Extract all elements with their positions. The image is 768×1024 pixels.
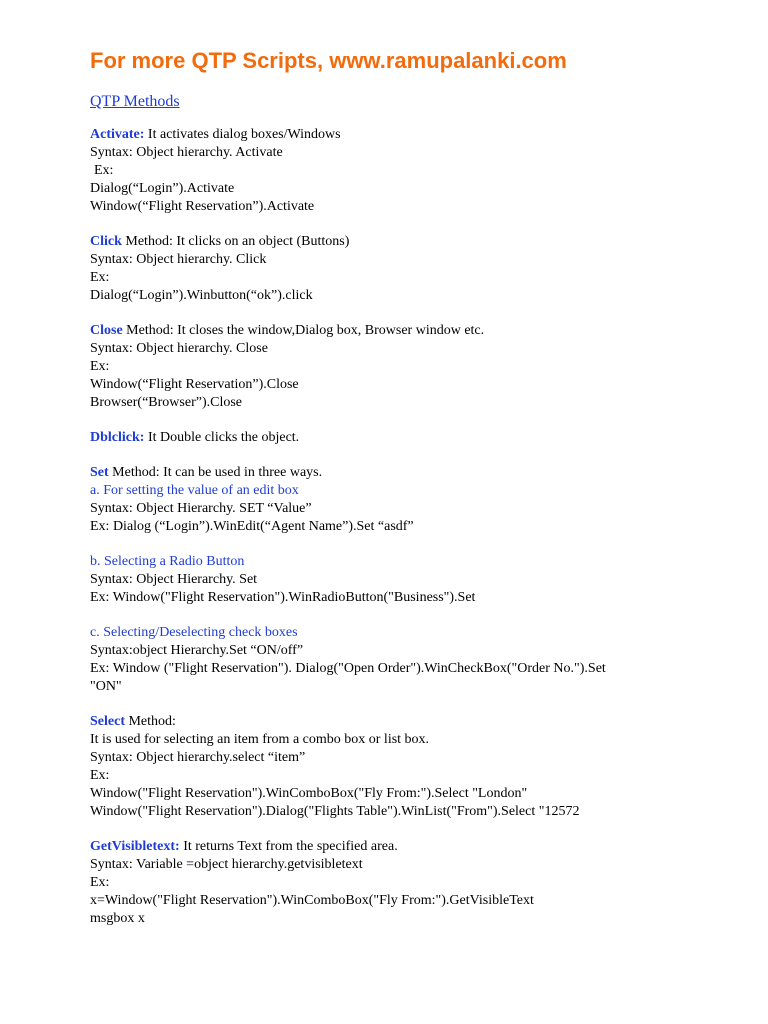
- click-ex-label: Ex:: [90, 270, 110, 285]
- select-example-1: Window("Flight Reservation").WinComboBox("Fly From:").Select "London": [90, 786, 528, 801]
- getvisibletext-term: GetVisibletext:: [90, 839, 180, 854]
- activate-example-2: Window(“Flight Reservation”).Activate: [90, 199, 315, 214]
- select-ex-label: Ex:: [90, 768, 110, 783]
- dblclick-desc: It Double clicks the object.: [144, 430, 300, 445]
- close-syntax: Syntax: Object hierarchy. Close: [90, 341, 268, 356]
- page-heading: QTP Methods: [90, 93, 180, 110]
- set-b-example: Ex: Window("Flight Reservation").WinRadioButton("Business").Set: [90, 590, 476, 605]
- set-c-syntax: Syntax:object Hierarchy.Set “ON/off”: [90, 643, 304, 658]
- set-c-example-cont: "ON": [90, 679, 122, 694]
- select-line-1: It is used for selecting an item from a combo box or list box.: [90, 732, 430, 747]
- set-b-title: b. Selecting a Radio Button: [90, 554, 245, 569]
- getvisibletext-ex-label: Ex:: [90, 875, 110, 890]
- click-definition: [90, 233, 760, 251]
- getvisibletext-syntax: Syntax: Variable =object hierarchy.getvisibletext: [90, 857, 363, 872]
- select-example-2: Window("Flight Reservation").Dialog("Flights Table").WinList("From").Select "12572: [90, 804, 580, 819]
- activate-example-1: Dialog(“Login”).Activate: [90, 181, 235, 196]
- select-definition: [90, 713, 760, 731]
- dblclick-definition: [90, 429, 760, 447]
- set-c-title: c. Selecting/Deselecting check boxes: [90, 625, 298, 640]
- select-term: Select: [90, 714, 125, 729]
- getvisibletext-desc: It returns Text from the specified area.: [179, 839, 398, 854]
- dblclick-term: Dblclick:: [90, 430, 145, 445]
- close-example-1: Window(“Flight Reservation”).Close: [90, 377, 299, 392]
- getvisibletext-definition: [90, 838, 760, 856]
- close-definition: [90, 322, 760, 340]
- activate-term: Activate:: [90, 127, 145, 142]
- click-syntax: Syntax: Object hierarchy. Click: [90, 252, 267, 267]
- document-body: [90, 126, 760, 928]
- set-definition: [90, 464, 760, 482]
- close-ex-label: Ex:: [90, 359, 110, 374]
- close-desc: Method: It closes the window,Dialog box, Browser window etc.: [122, 323, 485, 338]
- site-banner: For more QTP Scripts, www.ramupalanki.com: [90, 48, 567, 73]
- select-desc: Method:: [124, 714, 176, 729]
- activate-ex-label: Ex:: [94, 163, 114, 178]
- close-example-2: Browser(“Browser”).Close: [90, 395, 243, 410]
- activate-definition: [90, 126, 760, 144]
- activate-syntax: Syntax: Object hierarchy. Activate: [90, 145, 283, 160]
- click-term: Click: [90, 234, 122, 249]
- set-a-syntax: Syntax: Object Hierarchy. SET “Value”: [90, 501, 312, 516]
- set-desc: Method: It can be used in three ways.: [108, 465, 323, 480]
- activate-desc: It activates dialog boxes/Windows: [144, 127, 341, 142]
- select-syntax: Syntax: Object hierarchy.select “item”: [90, 750, 306, 765]
- click-example-1: Dialog(“Login”).Winbutton(“ok”).click: [90, 288, 313, 303]
- getvisibletext-example-2: msgbox x: [90, 911, 145, 926]
- set-a-title: a. For setting the value of an edit box: [90, 483, 299, 498]
- set-c-example: Ex: Window ("Flight Reservation"). Dialog("Open Order").WinCheckBox("Order No.").Set: [90, 661, 606, 676]
- click-desc: Method: It clicks on an object (Buttons): [121, 234, 350, 249]
- set-term: Set: [90, 465, 109, 480]
- close-term: Close: [90, 323, 123, 338]
- getvisibletext-example-1: x=Window("Flight Reservation").WinComboBox("Fly From:").GetVisibleText: [90, 893, 534, 908]
- set-b-syntax: Syntax: Object Hierarchy. Set: [90, 572, 258, 587]
- set-a-example: Ex: Dialog (“Login”).WinEdit(“Agent Name”).Set “asdf”: [90, 519, 414, 534]
